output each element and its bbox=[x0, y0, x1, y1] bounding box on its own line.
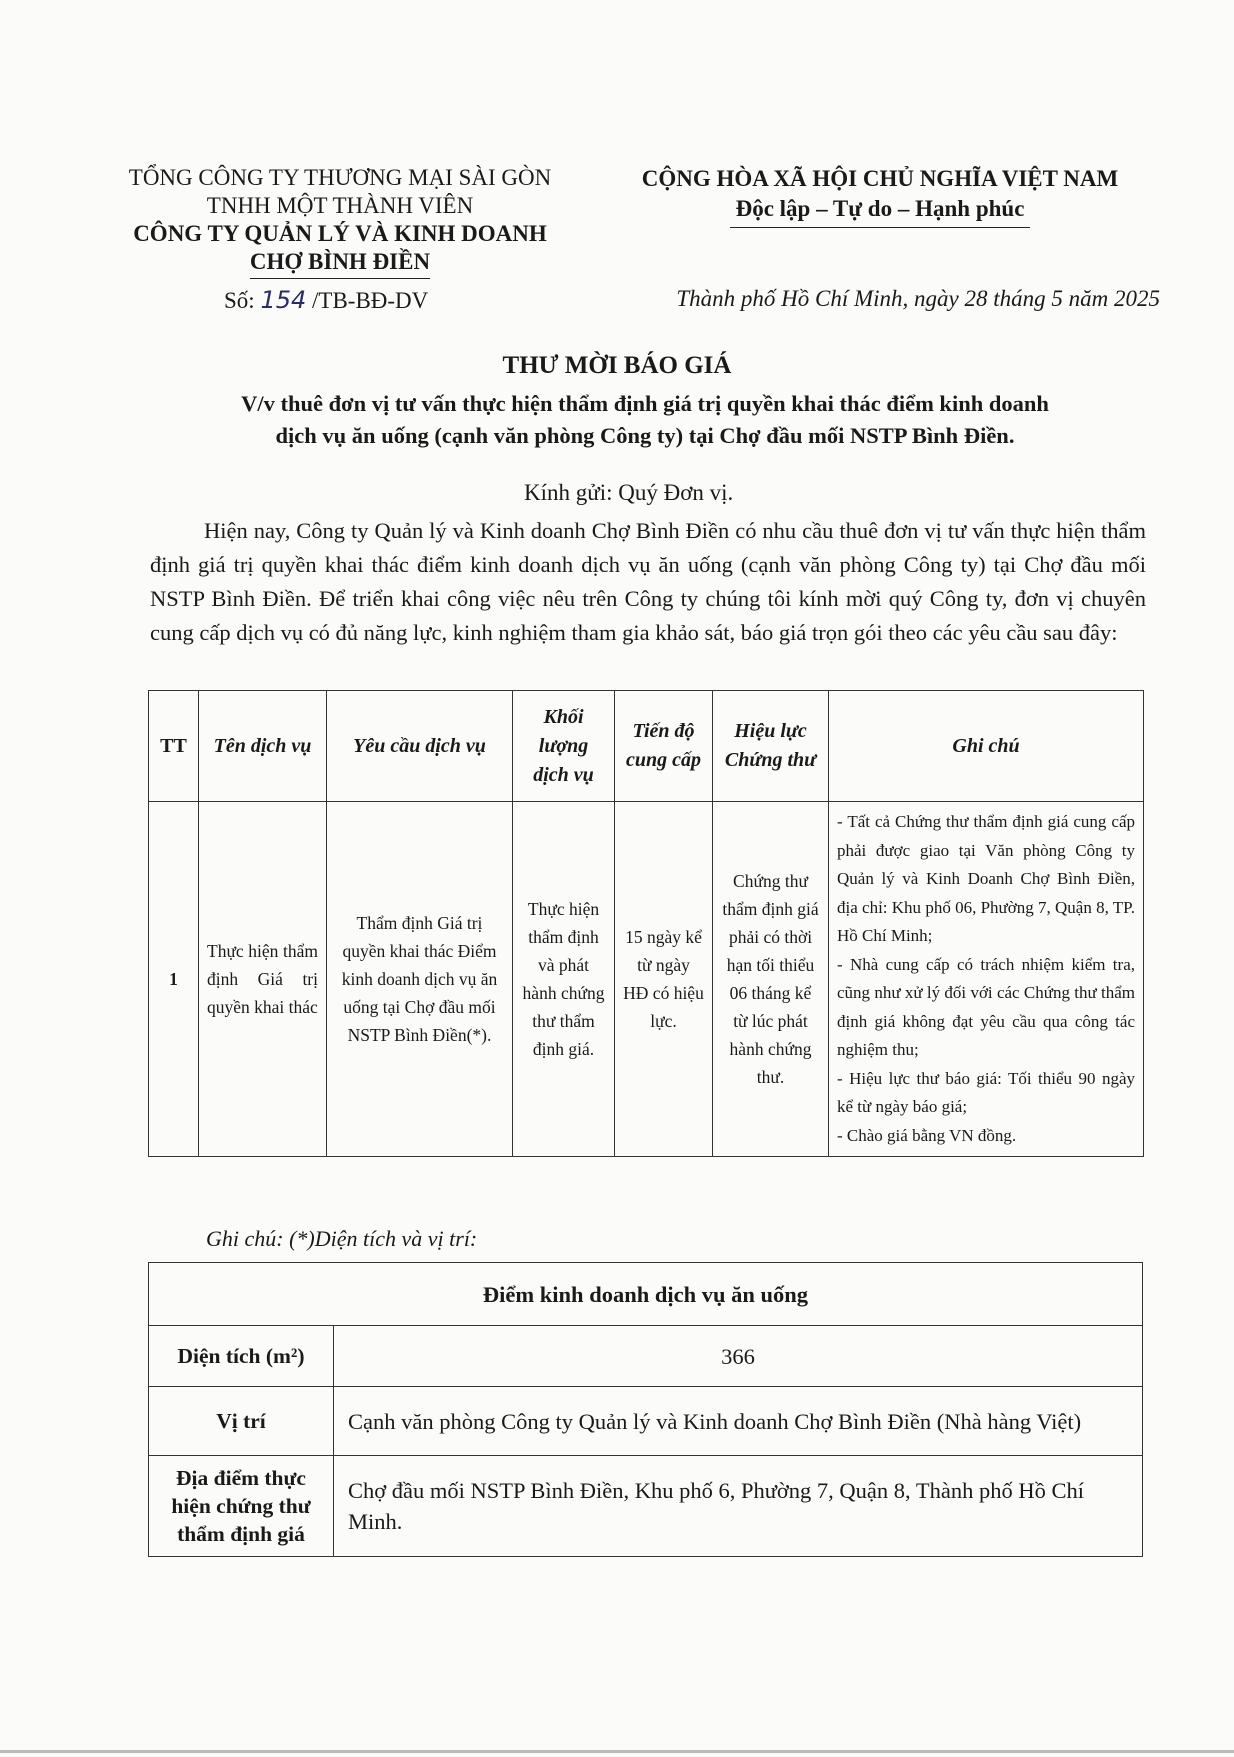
location-table bbox=[148, 1262, 1143, 1557]
national-title: CỘNG HÒA XÃ HỘI CHỦ NGHĨA VIỆT NAM bbox=[641, 166, 1119, 191]
issuer-company-line1: CÔNG TY QUẢN LÝ VÀ KINH DOANH bbox=[133, 221, 547, 246]
table-row bbox=[149, 802, 1144, 1157]
col-header-service-name: Tên dịch vụ bbox=[199, 691, 327, 802]
cell-notes bbox=[829, 802, 1144, 1157]
national-header bbox=[620, 164, 1140, 228]
doc-number-suffix: /TB-BĐ-DV bbox=[306, 288, 429, 313]
table-row bbox=[149, 1387, 1143, 1456]
service-table bbox=[148, 690, 1144, 1157]
note-item: - Nhà cung cấp có trách nhiệm kiểm tra, cũng như xử lý đối với các Chứng thư thẩm định giá không đạt yêu cầu qua công tác nghiệm thu; bbox=[837, 954, 1135, 1059]
note-item: - Hiệu lực thư báo giá: Tối thiểu 90 ngày kể từ ngày báo giá; bbox=[837, 1068, 1135, 1116]
location-note-label: Ghi chú: (*)Diện tích và vị trí: bbox=[206, 1226, 478, 1251]
position-value: Cạnh văn phòng Công ty Quản lý và Kinh doanh Chợ Bình Điền (Nhà hàng Việt) bbox=[334, 1387, 1143, 1456]
issuer-parent-line2: TNHH MỘT THÀNH VIÊN bbox=[206, 193, 474, 218]
col-header-tt: TT bbox=[149, 691, 199, 802]
note-item: - Tất cả Chứng thư thẩm định giá cung cấp phải được giao tại Văn phòng Công ty Quản lý và Kinh Doanh Chợ Bình Điền, địa chỉ: Khu phố 06, Phường 7, Quận 8, TP. Hồ Chí Minh; bbox=[837, 812, 1135, 945]
col-header-validity: Hiệu lực Chứng thư bbox=[713, 691, 829, 802]
table-row bbox=[149, 1326, 1143, 1387]
location-table-header: Điểm kinh doanh dịch vụ ăn uống bbox=[149, 1263, 1143, 1326]
cell-requirement: Thẩm định Giá trị quyền khai thác Điểm kinh doanh dịch vụ ăn uống tại Chợ đầu mối NSTP Bình Điền(*). bbox=[327, 802, 513, 1157]
issuer-header bbox=[110, 164, 570, 279]
place-value: Chợ đầu mối NSTP Bình Điền, Khu phố 6, Phường 7, Quận 8, Thành phố Hồ Chí Minh. bbox=[334, 1456, 1143, 1557]
table-row bbox=[149, 1456, 1143, 1557]
document-date: Thành phố Hồ Chí Minh, ngày 28 tháng 5 năm 2025 bbox=[676, 286, 1160, 311]
place-label: Địa điểm thực hiện chứng thư thẩm định giá bbox=[149, 1456, 334, 1557]
col-header-requirement: Yêu cầu dịch vụ bbox=[327, 691, 513, 802]
document-title: THƯ MỜI BÁO GIÁ bbox=[502, 352, 732, 379]
issuer-company-line2: CHỢ BÌNH ĐIỀN bbox=[250, 248, 430, 279]
subject-line-2: dịch vụ ăn uống (cạnh văn phòng Công ty) tại Chợ đầu mối NSTP Bình Điền. bbox=[275, 423, 1015, 448]
col-header-notes: Ghi chú bbox=[829, 691, 1144, 802]
position-label: Vị trí bbox=[149, 1387, 334, 1456]
document-number bbox=[224, 286, 428, 314]
area-value: 366 bbox=[334, 1326, 1143, 1387]
note-item: - Chào giá bằng VN đồng. bbox=[837, 1125, 1017, 1145]
doc-number-prefix: Số: bbox=[224, 288, 261, 313]
cell-validity: Chứng thư thẩm định giá phải có thời hạn tối thiểu 06 tháng kể từ lúc phát hành chứng thư. bbox=[713, 802, 829, 1157]
body-paragraph bbox=[150, 514, 1146, 650]
issuer-parent-line1: TỔNG CÔNG TY THƯƠNG MẠI SÀI GÒN bbox=[128, 165, 552, 190]
body-paragraph-text: Hiện nay, Công ty Quản lý và Kinh doanh Chợ Bình Điền có nhu cầu thuê đơn vị tư vấn thực hiện thẩm định giá trị quyền khai thác điểm kinh doanh dịch vụ ăn uống (cạnh văn phòng Công ty) tại Chợ đầu mối NSTP Bình Điền. Để triển khai công việc nêu trên Công ty chúng tôi kính mời quý Công ty, đơn vị chuyên cung cấp dịch vụ có đủ năng lực, kinh nghiệm tham gia khảo sát, báo giá trọn gói theo các yêu cầu sau đây: bbox=[150, 518, 1146, 645]
cell-service-name: Thực hiện thẩm định Giá trị quyền khai thác bbox=[199, 802, 327, 1157]
cell-schedule: 15 ngày kể từ ngày HĐ có hiệu lực. bbox=[615, 802, 713, 1157]
scan-edge bbox=[0, 1750, 1234, 1753]
cell-volume: Thực hiện thẩm định và phát hành chứng thư thẩm định giá. bbox=[513, 802, 615, 1157]
location-table-header-row bbox=[149, 1263, 1143, 1326]
national-motto: Độc lập – Tự do – Hạnh phúc bbox=[730, 194, 1031, 228]
salutation: Kính gửi: Quý Đơn vị. bbox=[524, 480, 734, 505]
subject-line-1: V/v thuê đơn vị tư vấn thực hiện thẩm định giá trị quyền khai thác điểm kinh doanh bbox=[241, 391, 1049, 416]
col-header-volume: Khối lượng dịch vụ bbox=[513, 691, 615, 802]
doc-number-handwritten: 154 bbox=[260, 286, 307, 314]
area-label: Diện tích (m²) bbox=[149, 1326, 334, 1387]
cell-tt: 1 bbox=[149, 802, 199, 1157]
document-subject bbox=[150, 388, 1140, 452]
service-table-header bbox=[149, 691, 1144, 802]
col-header-schedule: Tiến độ cung cấp bbox=[615, 691, 713, 802]
